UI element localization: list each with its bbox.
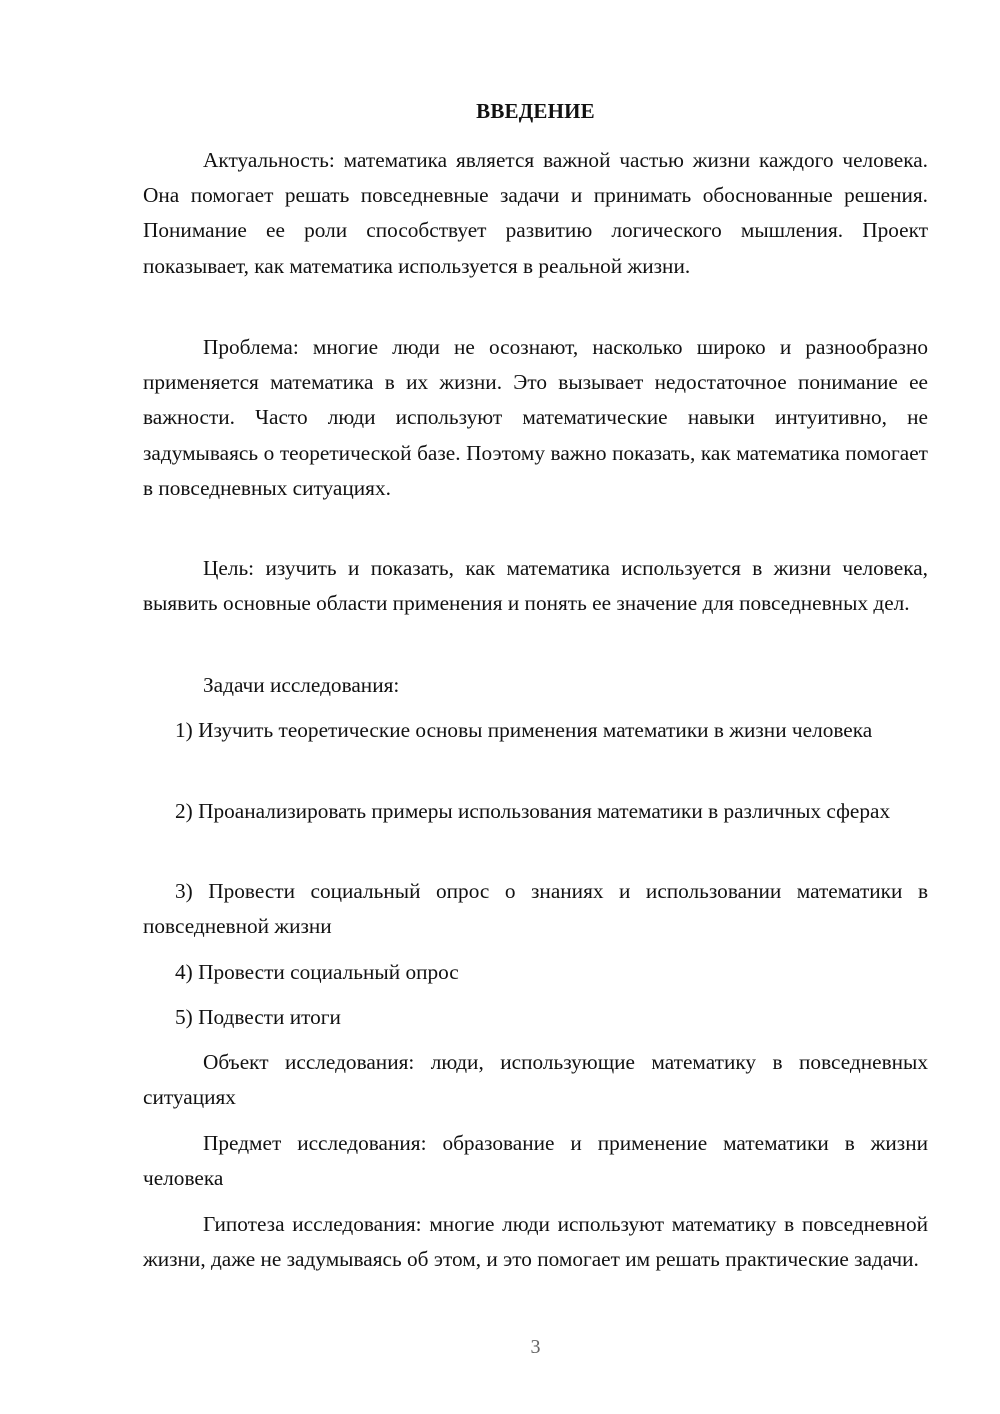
task-item-1: 1) Изучить теоретические основы применения математики в жизни человека xyxy=(175,718,873,742)
task-item-4: 4) Провести социальный опрос xyxy=(175,960,459,984)
subject-paragraph: Предмет исследования: образование и применение математики в жизни человека xyxy=(143,1131,928,1191)
goal-paragraph: Цель: изучить и показать, как математика используется в жизни человека, выявить основные области применения и понять ее значение для повседневных дел. xyxy=(143,556,928,616)
relevance-paragraph: Актуальность: математика является важной частью жизни каждого человека. Она помогает решать повседневные задачи и принимать обоснованные решения. Понимание ее роли способствует развитию логического мышления. Проект показывает, как математика используется в реальной жизни. xyxy=(143,148,928,278)
problem-paragraph: Проблема: многие люди не осознают, насколько широко и разнообразно применяется математика в их жизни. Это вызывает недостаточное понимание ее важности. Часто люди используют математические навыки интуитивно, не задумываясь о теоретической базе. Поэтому важно показать, как математика помогает в повседневных ситуациях. xyxy=(143,335,928,500)
section-heading: ВВЕДЕНИЕ xyxy=(476,99,595,123)
tasks-intro: Задачи исследования: xyxy=(203,673,400,697)
task-item-2: 2) Проанализировать примеры использования математики в различных сферах xyxy=(175,799,891,823)
task-item-5: 5) Подвести итоги xyxy=(175,1005,341,1029)
page-number: 3 xyxy=(530,1336,541,1358)
object-paragraph: Объект исследования: люди, использующие математику в повседневных ситуациях xyxy=(143,1050,928,1110)
hypothesis-paragraph: Гипотеза исследования: многие люди используют математику в повседневной жизни, даже не задумываясь об этом, и это помогает им решать практические задачи. xyxy=(143,1212,928,1272)
task-item-3: 3) Провести социальный опрос о знаниях и использовании математики в повседневной жизни xyxy=(143,879,928,939)
